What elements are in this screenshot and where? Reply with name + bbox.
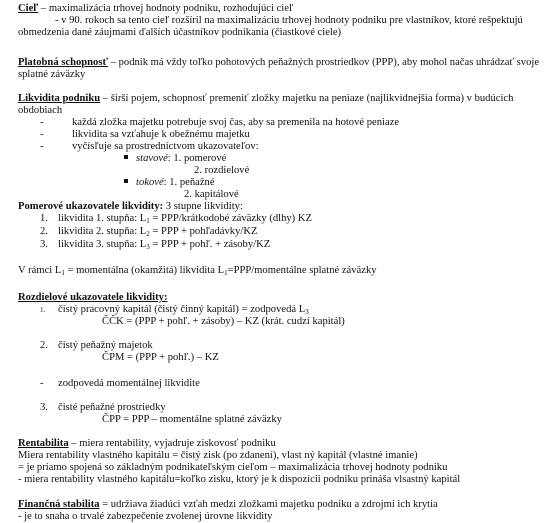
tokove-item-1: : 1. peňažné (163, 177, 215, 188)
liquidity-term: Likvidita podniku (18, 93, 101, 104)
solvency-term: Platobná schopnosť (18, 57, 109, 68)
solvency-text: – podnik má vždy toľko pohotových peňažných prostriedkov (PPP), aby mohol načas uhrádzať svoje (108, 57, 540, 68)
ratio-num: 3. (40, 239, 48, 250)
diff-formula-2: ČPM = (PPP + pohľ.) – KZ (102, 352, 219, 363)
diff-heading: Rozdielové ukazovatele likvidity: (18, 292, 168, 303)
ratios-heading-tail: 3 stupne likvidity: (163, 201, 243, 212)
diff-heading-line (18, 292, 167, 304)
stavove-line (124, 153, 226, 165)
profit-line (18, 438, 276, 450)
ratio-num: 1. (40, 213, 48, 224)
ratio-num: 2. (40, 226, 48, 237)
liquidity-bullet: likvidita sa vzťahuje k obežnému majetku (72, 129, 250, 140)
diff-item-2: čistý peňažný majetok (58, 340, 153, 351)
diff-num: 3. (40, 402, 48, 413)
goal-text: – maximalizácia trhovej hodnoty podniku, rozhodujúci cieľ (38, 3, 294, 14)
ratios-heading-line (18, 201, 243, 213)
ratio-row: likvidita 3. stupňa: $L_3$ = PPP + pohľ. + zásoby/KZ (58, 239, 271, 251)
list-dash: - (40, 129, 44, 140)
stability-term: Finančná stabilita (18, 499, 100, 510)
stavove-item-1: : 1. pomerové (167, 153, 227, 164)
diff-item-3: čisté peňažné prostriedky (58, 402, 166, 413)
stavove-item-2: 2. rozdielové (194, 165, 250, 176)
list-dash: - (40, 117, 44, 128)
profit-line-4: - miera rentability vlastného kapitálu=koľko zisku, ktorý je k dispozícii podniku prináša vlsastný kapitál (18, 474, 461, 485)
diff-formula-3: ČPP = PPP – momentálne splatné záväzky (102, 414, 282, 425)
diff-num: 2. (40, 340, 48, 351)
profit-term: Rentabilita (18, 438, 69, 449)
diff-item-1: čistý pracovný kapitál (čistý činný kapitál) = zodpovedá $L_3$ (58, 304, 309, 316)
stability-text: = udržiava žiadúci vzťah medzi zložkami majetku podniku a zdrojmi ich krytia (99, 499, 438, 510)
liquidity-bullet: každá zložka majetku potrebuje svoj čas, aby sa premenila na hotové peniaze (72, 117, 400, 128)
ratios-heading: Pomerové ukazovatele likvidity: (18, 201, 164, 212)
stability-line-2: - je to snaha o trvalé zabezpečenie zvolenej úrovne likvidity (18, 511, 273, 522)
tokove-label: tokové (136, 177, 164, 188)
square-bullet-icon (124, 179, 128, 183)
goal-line-2: - v 90. rokoch sa tento cieľ rozšíril na maximalizáciu trhovej hodnoty podniku pre vlastníkov, ktoré rešpektujú (55, 15, 523, 26)
profit-line-3: = je priamo spojená so základným podnikateľským cieľom – maximalizácia trhovej hodnoty podniku (18, 462, 448, 473)
goal-line-3: obmedzenia dané záujmami ďalších účastníkov podnikania (čiastkové ciele) (18, 27, 342, 38)
goal-line (18, 3, 293, 15)
ratio-row: likvidita 2. stupňa: $L_2$ = PPP + pohľadávky/KZ (58, 226, 258, 238)
liquidity-bullet: vyčísľuje sa prostredníctvom ukazovateľov: (72, 141, 259, 152)
goal-term: Cieľ (18, 3, 39, 14)
diff-num: 1. (40, 306, 46, 314)
stavove-label: stavové (136, 153, 168, 164)
list-dash: - (40, 378, 44, 389)
liquidity-line (18, 93, 513, 105)
stability-line (18, 499, 438, 511)
solvency-line-2: splatné záväzky (18, 69, 86, 80)
liquidity-text: – širší pojem, schopnosť premeniť zložky majetku na peniaze (najlikvidnejšia forma) v budúcich (100, 93, 514, 104)
liquidity-line-2: obdobiach (18, 105, 63, 116)
momentary-liquidity-line: V rámci $L_1$ = momentálna (okamžitá) likvidita $L_1=PPP$/momentálne splatné záväzky (18, 265, 377, 277)
profit-text: – miera rentability, vyjadruje ziskovosť podniku (68, 438, 276, 449)
tokove-item-2: 2. kapitálové (184, 189, 239, 200)
tokove-line (124, 177, 215, 189)
profit-line-2: Miera rentability vlastného kapitálu = čistý zisk (po zdanení), vlast ný kapitál (vlastné imanie) (18, 450, 418, 461)
solvency-line (18, 57, 539, 69)
ratio-row: likvidita 1. stupňa: $L_1$ = PPP/krátkodobé záväzky (dlhy) KZ (58, 213, 312, 225)
list-dash: - (40, 141, 44, 152)
diff-note: zodpovedá momentálnej likvidite (58, 378, 200, 389)
diff-formula-1: ČČK = (PPP + pohľ. + zásoby) – KZ (krát. cudzí kapitál) (102, 316, 345, 327)
square-bullet-icon (124, 155, 128, 159)
